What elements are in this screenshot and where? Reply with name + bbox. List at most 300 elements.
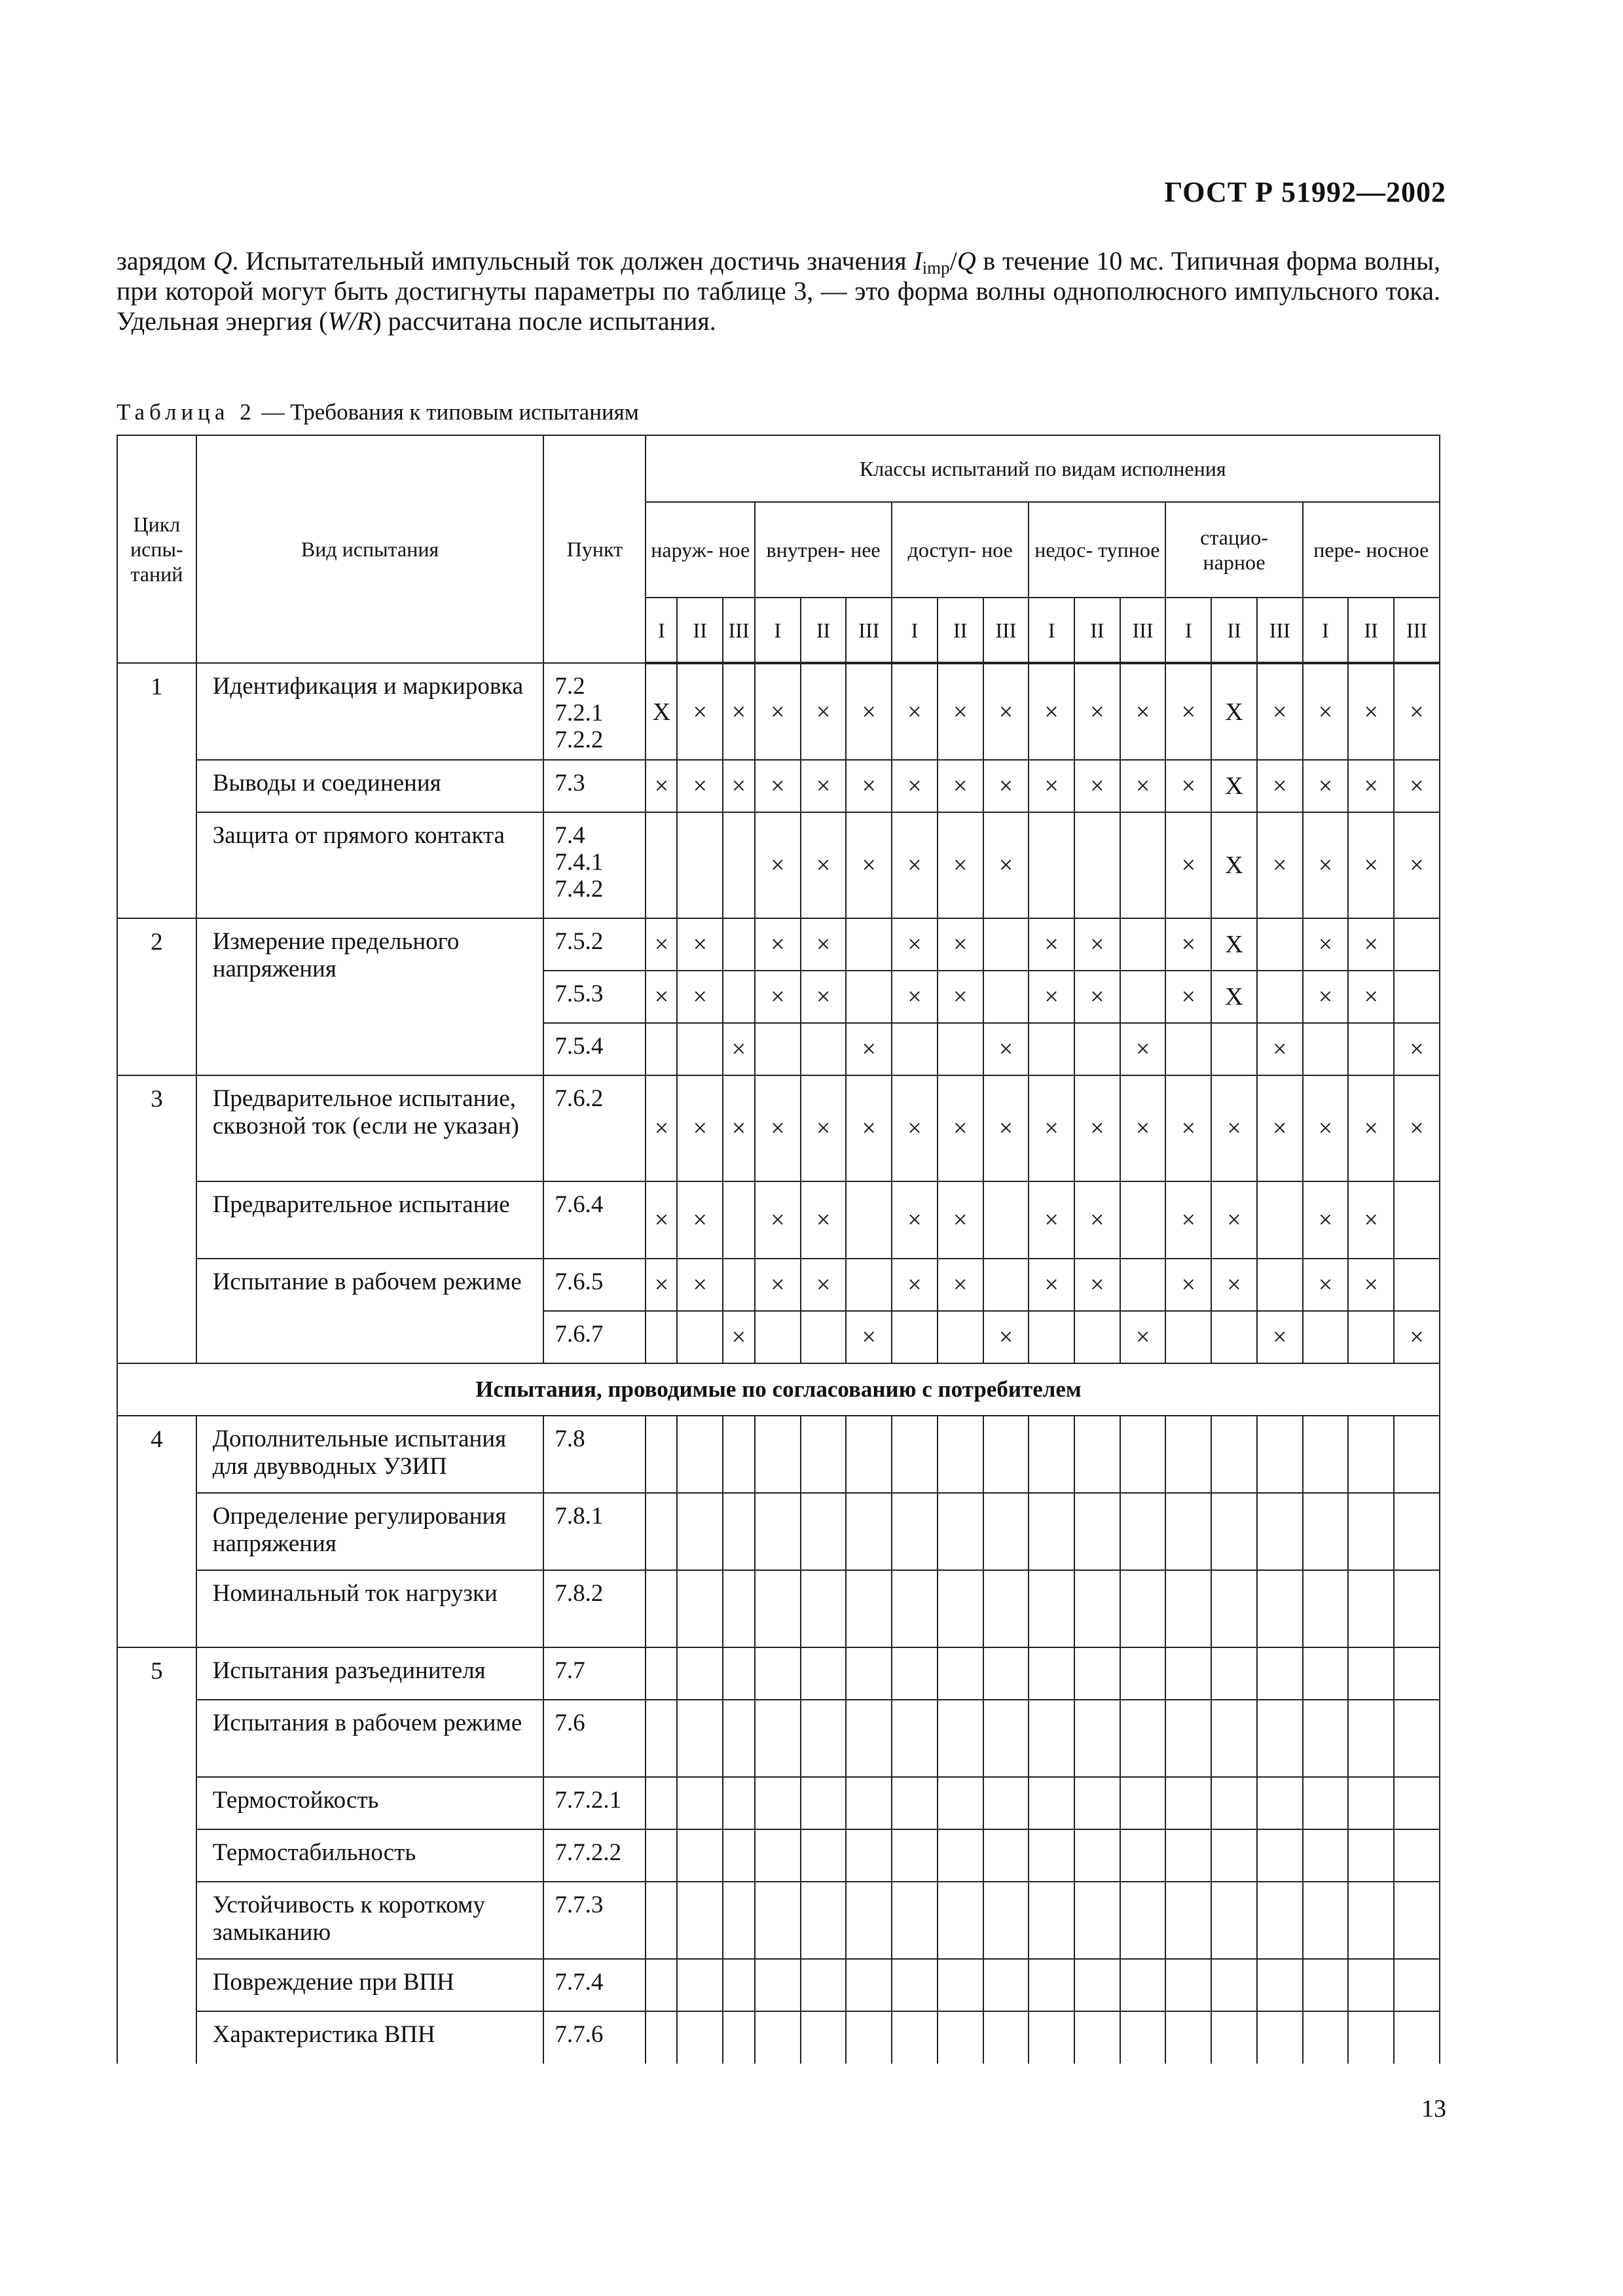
document-code: ГОСТ Р 51992—2002 — [1164, 176, 1446, 208]
test-mark: × — [938, 918, 983, 971]
test-mark — [1074, 1647, 1120, 1700]
test-mark: × — [646, 1181, 677, 1259]
header-class-roman: II — [1074, 598, 1120, 663]
test-mark — [801, 1416, 847, 1493]
header-class-roman: II — [801, 598, 847, 663]
cycle-number: 4 — [117, 1416, 196, 1647]
clause-number: 7.5.2 — [543, 918, 646, 971]
test-mark — [677, 1311, 723, 1363]
test-mark — [1211, 1023, 1257, 1075]
clause-number: 7.7.3 — [543, 1882, 646, 1959]
test-mark — [1029, 1647, 1074, 1700]
test-mark — [846, 1647, 892, 1700]
test-mark — [846, 1570, 892, 1647]
test-mark — [1074, 1416, 1120, 1493]
test-mark — [1394, 1959, 1440, 2011]
header-class-roman: I — [1165, 598, 1211, 663]
test-mark — [983, 1570, 1029, 1647]
test-mark — [1120, 1700, 1166, 1777]
test-mark: × — [938, 1075, 983, 1181]
test-mark — [801, 1570, 847, 1647]
test-mark — [1348, 1777, 1394, 1829]
test-mark — [1120, 1570, 1166, 1647]
test-mark: × — [846, 1311, 892, 1363]
test-mark — [1303, 1882, 1349, 1959]
test-mark: × — [1074, 918, 1120, 971]
test-mark: × — [1029, 760, 1074, 812]
test-mark: × — [1074, 1075, 1120, 1181]
test-mark — [1074, 1493, 1120, 1570]
test-mark: × — [1074, 663, 1120, 760]
test-mark — [938, 1829, 983, 1882]
header-class-roman: III — [723, 598, 755, 663]
test-mark: × — [983, 1075, 1029, 1181]
clause-number: 7.8.1 — [543, 1493, 646, 1570]
test-mark — [938, 1493, 983, 1570]
test-mark — [1074, 1959, 1120, 2011]
test-mark — [677, 1647, 723, 1700]
test-mark: × — [1029, 1259, 1074, 1311]
table-row — [117, 1493, 1440, 1570]
test-mark — [1165, 1570, 1211, 1647]
clause-number: 7.6.2 — [543, 1075, 646, 1181]
charge-symbol: Q — [213, 246, 232, 276]
test-name: Термостойкость — [196, 1777, 544, 1829]
test-mark: × — [938, 971, 983, 1023]
test-mark — [801, 1882, 847, 1959]
clause-number: 7.7.2.2 — [543, 1829, 646, 1882]
table-row — [117, 1959, 1440, 2011]
test-mark: × — [1348, 971, 1394, 1023]
test-mark — [1120, 1259, 1166, 1311]
test-mark — [1165, 2011, 1211, 2064]
test-mark — [1211, 1493, 1257, 1570]
test-mark — [938, 1882, 983, 1959]
test-mark — [1211, 1829, 1257, 1882]
clause-number: 7.2 7.2.1 7.2.2 — [543, 663, 646, 760]
header-class-roman: I — [892, 598, 938, 663]
test-mark — [755, 1700, 801, 1777]
test-mark: × — [1257, 1023, 1303, 1075]
test-mark — [755, 1570, 801, 1647]
test-mark — [646, 1829, 677, 1882]
test-mark — [983, 1959, 1029, 2011]
test-mark — [1348, 1311, 1394, 1363]
test-mark — [846, 1416, 892, 1493]
test-mark: × — [1165, 663, 1211, 760]
test-mark — [755, 1416, 801, 1493]
test-name: Дополнительные испытания для двувводных УЗИП — [196, 1416, 544, 1493]
test-mark: × — [755, 1259, 801, 1311]
test-mark — [1165, 1959, 1211, 2011]
test-mark — [1029, 1311, 1074, 1363]
test-mark: × — [723, 760, 755, 812]
test-mark — [983, 1777, 1029, 1829]
test-mark — [983, 2011, 1029, 2064]
table-row — [117, 2011, 1440, 2064]
test-mark: × — [801, 971, 847, 1023]
test-mark — [1074, 1023, 1120, 1075]
test-mark — [846, 1181, 892, 1259]
test-mark — [1120, 1959, 1166, 2011]
clause-number: 7.7 — [543, 1647, 646, 1700]
test-mark: × — [801, 1075, 847, 1181]
test-mark — [1348, 1647, 1394, 1700]
test-mark: × — [1348, 1259, 1394, 1311]
test-mark: × — [1348, 812, 1394, 918]
test-name: Повреждение при ВПН — [196, 1959, 544, 2011]
test-mark: × — [755, 1075, 801, 1181]
test-mark — [755, 1959, 801, 2011]
test-mark: X — [1211, 760, 1257, 812]
test-mark — [938, 1700, 983, 1777]
test-mark: × — [1394, 1311, 1440, 1363]
test-mark — [892, 1493, 938, 1570]
test-mark — [755, 2011, 801, 2064]
intro-text: в течение 10 мс. Типичная форма волны, при которой могут быть достигнуты параметры по таблице 3, — это форма волны однополюсного импульсного тока. Удельная энергия ( — [117, 246, 1440, 336]
test-mark — [1120, 1882, 1166, 1959]
test-mark: × — [677, 1181, 723, 1259]
table-row — [117, 1777, 1440, 1829]
test-mark — [646, 1416, 677, 1493]
test-mark: X — [1211, 971, 1257, 1023]
test-mark — [892, 1416, 938, 1493]
test-mark — [1211, 1416, 1257, 1493]
test-mark: × — [801, 812, 847, 918]
test-mark — [755, 1647, 801, 1700]
test-mark — [1257, 1416, 1303, 1493]
test-mark: × — [938, 760, 983, 812]
header-class-roman: III — [846, 598, 892, 663]
test-mark — [801, 1493, 847, 1570]
test-mark: × — [892, 1259, 938, 1311]
test-mark: × — [1257, 1075, 1303, 1181]
test-mark: × — [1257, 1311, 1303, 1363]
test-mark — [1394, 971, 1440, 1023]
test-mark — [646, 1023, 677, 1075]
test-mark — [1165, 1023, 1211, 1075]
test-mark — [1303, 1959, 1349, 2011]
test-mark — [677, 1959, 723, 2011]
test-mark: × — [1303, 971, 1349, 1023]
test-mark — [1211, 2011, 1257, 2064]
test-mark — [1394, 1700, 1440, 1777]
test-mark — [1348, 1570, 1394, 1647]
table-row — [117, 1882, 1440, 1959]
test-mark — [983, 1829, 1029, 1882]
test-mark — [1257, 1259, 1303, 1311]
test-mark — [723, 1829, 755, 1882]
test-mark — [983, 1882, 1029, 1959]
table-section-row — [117, 1363, 1440, 1416]
test-mark — [1257, 2011, 1303, 2064]
test-mark — [938, 1023, 983, 1075]
header-group: стацио- нарное — [1165, 502, 1302, 598]
test-mark — [846, 1829, 892, 1882]
test-mark — [1120, 1829, 1166, 1882]
test-mark: × — [1120, 760, 1166, 812]
test-mark — [1257, 1181, 1303, 1259]
test-name: Устойчивость к короткому замыканию — [196, 1882, 544, 1959]
test-mark — [846, 2011, 892, 2064]
test-mark — [723, 1259, 755, 1311]
test-mark — [892, 1777, 938, 1829]
test-mark: × — [1029, 1075, 1074, 1181]
test-mark — [1394, 1777, 1440, 1829]
test-mark — [1211, 1700, 1257, 1777]
clause-number: 7.5.4 — [543, 1023, 646, 1075]
test-mark — [801, 1700, 847, 1777]
test-mark: × — [983, 663, 1029, 760]
test-mark — [1029, 1829, 1074, 1882]
test-mark: × — [646, 918, 677, 971]
test-mark — [801, 1647, 847, 1700]
section-heading: Испытания, проводимые по согласованию с потребителем — [117, 1363, 1440, 1416]
test-name: Определение регулирования напряжения — [196, 1493, 544, 1570]
test-mark — [1303, 1416, 1349, 1493]
test-mark — [1348, 1023, 1394, 1075]
test-mark: × — [983, 760, 1029, 812]
test-mark: × — [723, 663, 755, 760]
test-mark — [1348, 1700, 1394, 1777]
test-mark: × — [1165, 971, 1211, 1023]
test-mark — [983, 1700, 1029, 1777]
clause-number: 7.7.6 — [543, 2011, 646, 2064]
test-mark — [1303, 1777, 1349, 1829]
test-mark: × — [938, 1259, 983, 1311]
table-row — [117, 1416, 1440, 1493]
test-mark — [755, 1777, 801, 1829]
table-caption-label: Таблица 2 — [117, 399, 256, 425]
test-mark — [892, 1647, 938, 1700]
test-mark — [1257, 1570, 1303, 1647]
test-name: Предварительное испытание, сквозной ток (если не указан) — [196, 1075, 544, 1181]
test-mark — [1029, 1700, 1074, 1777]
test-requirements-table — [117, 435, 1440, 2064]
table-caption — [117, 399, 639, 425]
test-mark: × — [1348, 918, 1394, 971]
test-mark — [938, 1570, 983, 1647]
test-mark — [801, 1023, 847, 1075]
test-mark — [723, 1493, 755, 1570]
test-mark — [1029, 1023, 1074, 1075]
test-mark: × — [1303, 663, 1349, 760]
table-row — [117, 1570, 1440, 1647]
test-mark: × — [1303, 918, 1349, 971]
clause-number: 7.6 — [543, 1700, 646, 1777]
test-mark: X — [1211, 663, 1257, 760]
test-mark — [1394, 2011, 1440, 2064]
test-mark — [646, 1777, 677, 1829]
table-row — [117, 663, 1440, 760]
test-mark: × — [1348, 1075, 1394, 1181]
test-mark — [1029, 1493, 1074, 1570]
test-mark: × — [1074, 971, 1120, 1023]
test-mark — [723, 1416, 755, 1493]
test-mark — [846, 1700, 892, 1777]
header-group: внутрен- нее — [755, 502, 892, 598]
header-class-roman: II — [938, 598, 983, 663]
test-mark — [1029, 2011, 1074, 2064]
test-mark — [983, 1647, 1029, 1700]
test-mark: × — [1303, 812, 1349, 918]
clause-number: 7.8.2 — [543, 1570, 646, 1647]
test-mark — [1211, 1882, 1257, 1959]
test-mark: × — [755, 1181, 801, 1259]
test-mark — [1029, 1777, 1074, 1829]
header-class-roman: I — [1029, 598, 1074, 663]
test-mark: × — [1029, 971, 1074, 1023]
test-mark: × — [846, 1075, 892, 1181]
table-row — [117, 1075, 1440, 1181]
test-mark: × — [846, 663, 892, 760]
test-mark — [1348, 1882, 1394, 1959]
current-subscript: imp — [922, 258, 950, 278]
test-mark: × — [1120, 663, 1166, 760]
test-mark — [1257, 1829, 1303, 1882]
test-mark — [892, 1882, 938, 1959]
test-mark: × — [1211, 1075, 1257, 1181]
intro-paragraph — [117, 246, 1440, 336]
test-mark — [1120, 918, 1166, 971]
test-mark — [646, 812, 677, 918]
test-mark — [892, 1570, 938, 1647]
cycle-number: 3 — [117, 1075, 196, 1363]
test-mark — [1303, 1647, 1349, 1700]
header-group: доступ- ное — [892, 502, 1029, 598]
test-mark: × — [1348, 663, 1394, 760]
table-row — [117, 1700, 1440, 1777]
test-mark: × — [938, 663, 983, 760]
test-name: Характеристика ВПН — [196, 2011, 544, 2064]
test-mark — [983, 1259, 1029, 1311]
test-mark — [755, 1493, 801, 1570]
test-mark — [1165, 1700, 1211, 1777]
test-mark: × — [677, 1259, 723, 1311]
test-name: Идентификация и маркировка — [196, 663, 544, 760]
test-mark: × — [1165, 760, 1211, 812]
test-mark: × — [1165, 1075, 1211, 1181]
test-mark: X — [1211, 812, 1257, 918]
clause-number: 7.6.4 — [543, 1181, 646, 1259]
test-mark: × — [801, 663, 847, 760]
test-mark — [846, 1777, 892, 1829]
test-mark — [723, 1882, 755, 1959]
test-mark — [1211, 1777, 1257, 1829]
test-mark: × — [1074, 1259, 1120, 1311]
intro-text: ) рассчитана после испытания. — [373, 306, 716, 336]
test-mark — [1165, 1493, 1211, 1570]
test-mark — [1348, 2011, 1394, 2064]
test-mark — [677, 2011, 723, 2064]
test-mark — [983, 1416, 1029, 1493]
test-mark — [723, 1181, 755, 1259]
test-mark — [1165, 1416, 1211, 1493]
test-mark — [1120, 1493, 1166, 1570]
test-mark: × — [892, 1075, 938, 1181]
slash: / — [349, 306, 357, 336]
test-mark: × — [1394, 1075, 1440, 1181]
test-mark — [1394, 1570, 1440, 1647]
test-mark — [1211, 1311, 1257, 1363]
test-mark — [646, 1493, 677, 1570]
test-mark — [1029, 1882, 1074, 1959]
test-mark — [723, 971, 755, 1023]
test-mark — [1348, 1959, 1394, 2011]
test-mark — [983, 971, 1029, 1023]
test-mark — [1257, 1777, 1303, 1829]
resistance-symbol: R — [356, 306, 373, 336]
header-class-roman: I — [755, 598, 801, 663]
test-mark — [1348, 1493, 1394, 1570]
test-mark — [1394, 918, 1440, 971]
test-mark — [801, 2011, 847, 2064]
test-mark: × — [1120, 1075, 1166, 1181]
intro-text: . Испытательный импульсный ток должен достичь значения — [232, 246, 914, 276]
test-mark — [938, 1647, 983, 1700]
page-number: 13 — [1421, 2095, 1446, 2123]
test-mark — [1257, 1493, 1303, 1570]
test-mark — [677, 1570, 723, 1647]
test-mark: × — [1348, 1181, 1394, 1259]
clause-number: 7.4 7.4.1 7.4.2 — [543, 812, 646, 918]
test-mark: × — [755, 918, 801, 971]
test-mark — [1348, 1829, 1394, 1882]
test-mark: × — [1120, 1311, 1166, 1363]
test-mark — [1165, 1829, 1211, 1882]
test-mark — [1074, 1311, 1120, 1363]
test-mark — [1165, 1882, 1211, 1959]
table-row — [117, 918, 1440, 971]
test-mark — [846, 971, 892, 1023]
test-name: Защита от прямого контакта — [196, 812, 544, 918]
test-mark — [1165, 1777, 1211, 1829]
table-row — [117, 1647, 1440, 1700]
test-mark — [1120, 1777, 1166, 1829]
test-mark — [1074, 2011, 1120, 2064]
test-mark — [938, 1416, 983, 1493]
test-mark: × — [1303, 1075, 1349, 1181]
test-mark — [1348, 1416, 1394, 1493]
test-mark — [1257, 1647, 1303, 1700]
header-class-roman: III — [1394, 598, 1440, 663]
test-name: Выводы и соединения — [196, 760, 544, 812]
test-mark — [646, 1700, 677, 1777]
test-mark — [1303, 1570, 1349, 1647]
clause-number: 7.8 — [543, 1416, 646, 1493]
test-mark — [1394, 1882, 1440, 1959]
test-mark — [1120, 1647, 1166, 1700]
test-mark: × — [646, 1075, 677, 1181]
test-mark — [1257, 918, 1303, 971]
test-mark — [755, 1829, 801, 1882]
test-name: Номинальный ток нагрузки — [196, 1570, 544, 1647]
intro-text: зарядом — [117, 246, 213, 276]
header-class-roman: II — [1211, 598, 1257, 663]
test-mark — [938, 1311, 983, 1363]
test-mark — [646, 1882, 677, 1959]
cycle-number: 1 — [117, 663, 196, 918]
test-mark: × — [983, 1023, 1029, 1075]
test-mark: × — [983, 812, 1029, 918]
test-mark — [801, 1777, 847, 1829]
clause-number: 7.7.4 — [543, 1959, 646, 2011]
test-mark: × — [723, 1311, 755, 1363]
test-mark: × — [723, 1075, 755, 1181]
test-mark: × — [1394, 663, 1440, 760]
test-mark: × — [801, 918, 847, 971]
test-mark — [723, 1959, 755, 2011]
